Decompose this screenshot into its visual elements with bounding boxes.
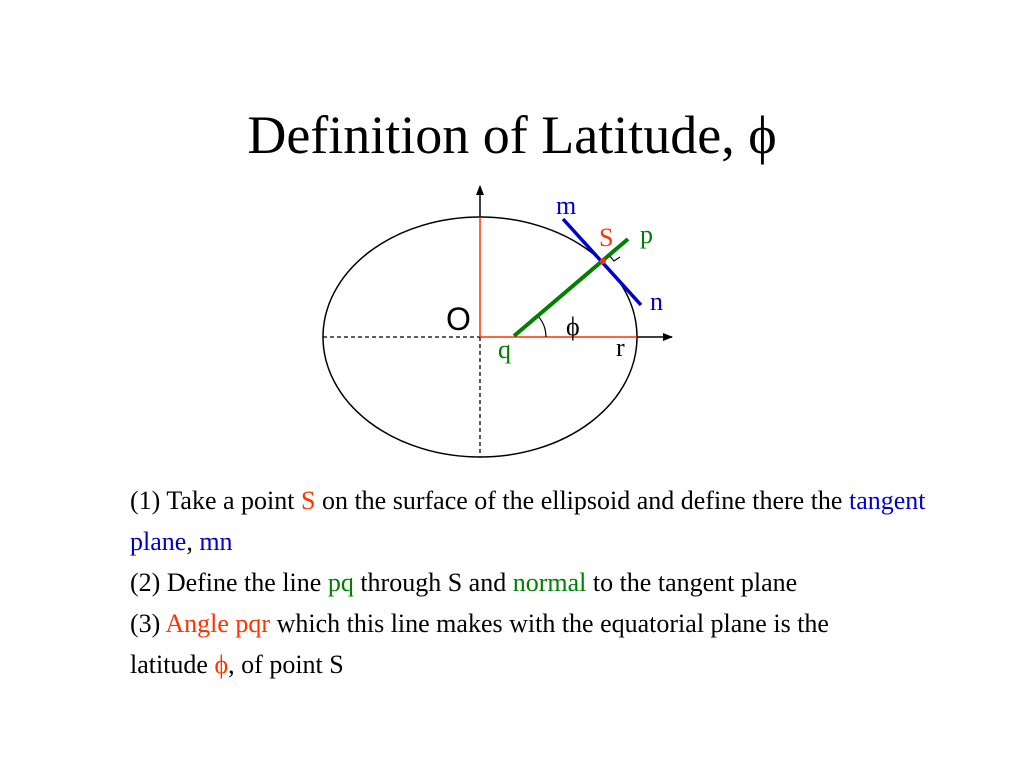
label-phi: ϕ [566,312,580,341]
phi-highlight: ϕ [214,650,229,679]
step-2-text: (2) Define the line pq through S and normal to the tangent plane [130,568,798,597]
angle-arc [537,315,546,337]
label-p: p [640,220,653,249]
label-n: n [650,287,663,316]
label-q: q [498,335,511,364]
label-r: r [616,333,625,362]
slide-title: Definition of Latitude, ϕ [247,105,777,165]
explanation-text [130,480,990,685]
mn-highlight: mn [199,527,233,556]
step-1-text: (1) Take a point S on the surface of the ellipsoid and define there the tangent plane, mn [130,486,926,556]
step-3-text: (3) Angle pqr which this line makes with the equatorial plane is the latitude ϕ, of point S [130,609,829,679]
point-s-dot [600,258,606,264]
label-m: m [556,191,577,220]
normal-highlight: normal [512,568,587,597]
point-s-highlight: S [300,486,316,515]
pq-highlight: pq [327,568,354,597]
angle-pqr-highlight: Angle pqr [165,609,271,638]
origin-label: O [446,301,471,337]
tangent-plane-highlight: tangent plane [130,486,926,556]
label-s: S [599,223,614,252]
